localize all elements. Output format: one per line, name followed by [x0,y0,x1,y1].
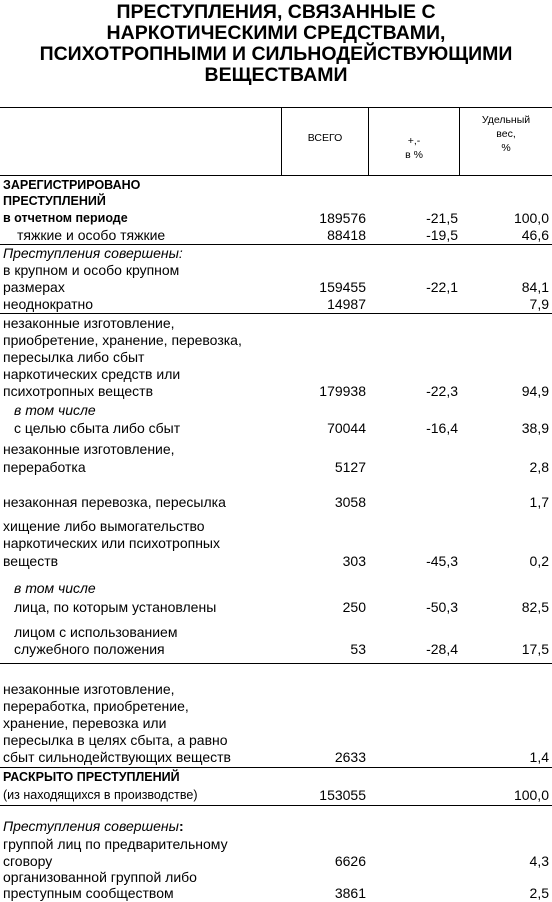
row-label: незаконные изготовление, [3,315,175,331]
row-label: в том числе [14,580,96,596]
row-label: преступным сообществом [3,885,174,901]
table-row [0,245,552,262]
table-row [0,535,552,552]
table-row [0,641,552,658]
row-label: в том числе [14,402,96,418]
header-share-line: % [501,142,511,154]
row-label: в крупном и особо крупном [3,262,180,278]
row-label: группой лиц по предварительному [3,836,228,852]
cell-share: 94,9 [521,383,549,399]
cell-total: 153055 [319,787,366,803]
row-label: в отчетном периоде [3,211,128,225]
table-row [0,279,552,296]
cell-total: 6626 [334,853,366,869]
header-change-line: в % [405,149,423,161]
table-row [0,296,552,313]
cell-change: -22,3 [426,383,458,399]
cell-share: 84,1 [521,279,549,295]
table-row [0,402,552,419]
cell-total: 5127 [334,459,366,475]
cell-change: -21,5 [426,210,458,226]
table-row [0,459,552,476]
table-row [0,624,552,641]
cell-share: 38,9 [521,420,549,436]
row-label: психотропных веществ [3,383,154,399]
table-row [0,836,552,853]
row-label: веществ [3,553,59,569]
table-row [0,681,552,698]
row-label: лицом с использованием [14,624,178,640]
row-label: незаконные изготовление, [3,681,175,697]
table-row [0,518,552,535]
cell-total: 2633 [334,749,366,765]
table-row [0,210,552,227]
cell-total: 3861 [334,885,366,901]
row-label: переработка, приобретение, [3,698,189,714]
cell-share: 100,0 [513,787,549,803]
row-label: наркотических или психотропных [3,535,220,551]
row-label: наркотических средств или [3,366,181,382]
table-row [0,769,552,786]
row-label-colon: : [178,818,184,834]
table-row [0,869,552,886]
table-row [0,599,552,616]
row-label: сбыт сильнодействующих веществ [3,749,231,765]
cell-share: 82,5 [521,599,549,615]
cell-change: -22,1 [426,279,458,295]
cell-share: 1,4 [529,749,549,765]
table-row [0,177,552,194]
table-row [0,227,552,244]
cell-share: 2,8 [529,459,549,475]
row-label: хранение, перевозка или [3,715,167,731]
row-divider [0,663,552,664]
header-change [369,134,459,162]
row-label: тяжкие и особо тяжкие [17,227,166,243]
row-label: ПРЕСТУПЛЕНИЙ [3,194,106,208]
cell-total: 179938 [319,383,366,399]
row-label: (из находящихся в производстве) [3,788,198,802]
table-top-rule [0,107,552,108]
table-row [0,787,552,804]
row-label: организованной группой либо [3,869,197,885]
row-label: хищение либо вымогательство [3,518,205,534]
cell-total: 53 [350,641,366,657]
row-label: Преступления совершены: [3,245,183,261]
cell-change: -50,3 [426,599,458,615]
cell-change: -19,5 [426,227,458,243]
table-row [0,853,552,870]
cell-change: -45,3 [426,553,458,569]
cell-change: -28,4 [426,641,458,657]
row-label: приобретение, хранение, перевозка, [3,332,242,348]
cell-change: -16,4 [426,420,458,436]
row-label: с целью сбыта либо сбыт [14,420,181,436]
row-label: незаконная перевозка, пересылка [3,494,226,510]
table-row [0,332,552,349]
title-line: ВЕЩЕСТВАМИ [204,64,348,86]
row-label: ЗАРЕГИСТРИРОВАНО [3,178,141,192]
row-label: пересылка либо сбыт [3,349,145,365]
header-bottom-rule [0,175,552,176]
table-row [0,715,552,732]
title-line: ПСИХОТРОПНЫМИ И СИЛЬНОДЕЙСТВУЮЩИМИ [39,43,513,65]
table-row [0,349,552,366]
cell-total: 70044 [327,420,366,436]
table-row [0,553,552,570]
row-label: сговору [3,853,53,869]
cell-share: 2,5 [529,885,549,901]
row-label: неоднократно [3,296,94,312]
table-row [0,749,552,766]
row-divider [0,767,552,768]
table-row [0,885,552,902]
table-row [0,315,552,332]
table-row [0,262,552,279]
cell-share: 100,0 [513,210,549,226]
header-change-line: +,- [407,135,421,147]
header-share-line: Удельный [481,114,531,126]
table-row [0,420,552,437]
cell-total: 303 [342,553,366,569]
cell-share: 7,9 [529,296,549,312]
table-row [0,818,552,835]
cell-share: 17,5 [521,641,549,657]
row-label: пересылка в целях сбыта, а равно [3,732,228,748]
table-row [0,732,552,749]
row-label: незаконные изготовление, [3,441,175,457]
header-share-line: вес, [496,128,516,140]
row-label: размерах [3,279,65,295]
cell-total: 14987 [327,296,366,312]
table-row [0,494,552,511]
cell-total: 189576 [319,210,366,226]
cell-share: 0,2 [529,553,549,569]
row-divider [0,805,552,806]
header-share [460,113,552,155]
row-label: переработка [3,459,86,475]
cell-total: 88418 [327,227,366,243]
row-divider [0,313,552,314]
row-label: лица, по которым установлены [14,599,217,615]
cell-total: 3058 [334,494,366,510]
row-label: служебного положения [14,641,165,657]
table-row [0,366,552,383]
table-row [0,193,552,210]
cell-share: 46,6 [521,227,549,243]
row-label-text: Преступления совершены [3,818,179,834]
table-row [0,580,552,597]
cell-share: 1,7 [529,494,549,510]
cell-share: 4,3 [529,853,549,869]
table-row [0,698,552,715]
title-line: ПРЕСТУПЛЕНИЯ, СВЯЗАННЫЕ С [116,1,436,23]
cell-total: 250 [342,599,366,615]
page-title [0,2,552,86]
title-line: НАРКОТИЧЕСКИМИ СРЕДСТВАМИ, [106,22,446,44]
table-row [0,441,552,458]
cell-total: 159455 [319,279,366,295]
row-label [3,818,184,835]
table-row [0,383,552,400]
header-total: ВСЕГО [307,132,343,144]
row-label: РАСКРЫТО ПРЕСТУПЛЕНИЙ [3,770,180,784]
